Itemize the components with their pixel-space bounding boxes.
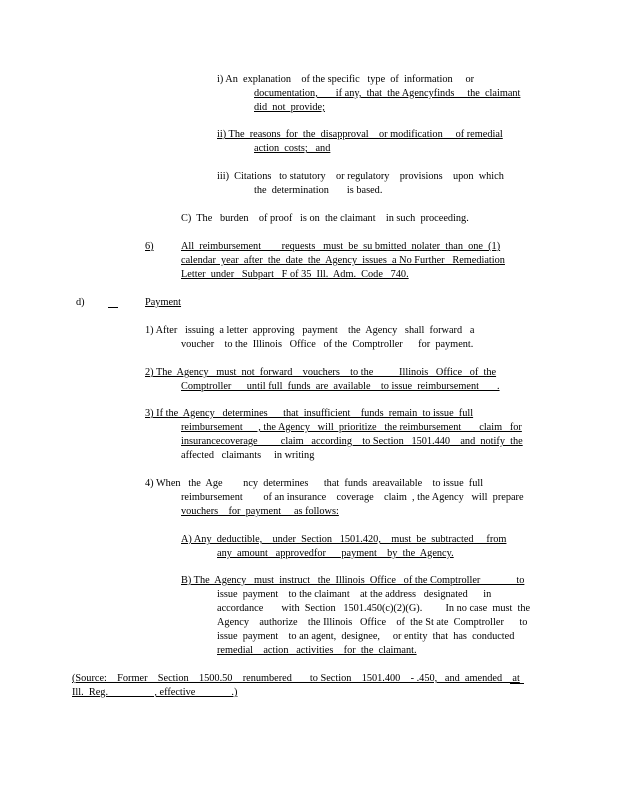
item-6-line-3: Letter under Subpart F of 35 Ill. Adm. Code 740.: [181, 269, 409, 280]
item-6-line-2: calendar year after the date the Agency issues a No Further Remediation: [181, 255, 505, 266]
item-6-line-1: All reimbursement requests must be su bmitted nolater than one (1): [181, 241, 501, 252]
item-3-line-3: insurancecoverage claim according to Section 1501.440 and notify the: [181, 436, 523, 447]
source-note-line-1: (Source: Former Section 1500.50 renumbered to Section 1501.400 - .450, and amended at: [72, 673, 520, 684]
section-d-heading: Payment: [145, 297, 182, 308]
item-2-line-2: Comptroller until full funds are available to issue reimbursement .: [181, 381, 500, 392]
item-i-line-3: did not provide;: [254, 102, 325, 113]
item-iii-line-1: iii) Citations to statutory or regulatory provisions upon which: [217, 171, 504, 182]
item-b-line-5: issue payment to an agent, designee, or entity that has conducted: [217, 631, 515, 642]
item-2-line-1: 2) The Agency must not forward vouchers to the Illinois Office of the: [145, 367, 497, 378]
item-ii-line-1: ii) The reasons for the disapproval or modification of remedial: [217, 129, 503, 140]
item-ii-line-2: action costs; and: [254, 143, 331, 154]
item-3-line-4: affected claimants in writing: [181, 450, 315, 461]
item-4-line-3: vouchers for payment as follows:: [181, 506, 339, 517]
item-b-line-3: accordance with Section 1501.450(c)(2)(G). In no case must the: [217, 603, 531, 614]
item-3-line-1: 3) If the Agency determines that insufficient funds remain to issue full: [145, 408, 474, 419]
item-b-line-4: Agency authorize the Illinois Office of the St ate Comptroller to: [217, 617, 528, 628]
item-iii-line-2: the determination is based.: [254, 185, 383, 196]
item-1-line-2: voucher to the Illinois Office of the Comptroller for payment.: [181, 339, 474, 350]
item-c-line: C) The burden of proof is on the claimant in such proceeding.: [181, 213, 469, 224]
item-1-line-1: 1) After issuing a letter approving payment the Agency shall forward a: [145, 325, 475, 336]
source-note-blank-rule: [510, 683, 524, 684]
item-4-line-2: reimbursement of an insurance coverage claim , the Agency will prepare: [181, 492, 524, 503]
item-a-line-2: any amount approvedfor payment by the Agency.: [217, 548, 454, 559]
item-4-line-1: 4) When the Age ncy determines that funds areavailable to issue full: [145, 478, 484, 489]
section-d-label: d): [76, 297, 85, 308]
item-b-line-2: issue payment to the claimant at the address designated in: [217, 589, 492, 600]
item-i-line-1: i) An explanation of the specific type of information or: [217, 74, 475, 85]
item-3-line-2: reimbursement , the Agency will prioritize the reimbursement claim for: [181, 422, 522, 433]
section-d-blank-rule: [108, 307, 118, 308]
item-b-line-6: remedial action activities for the claimant.: [217, 645, 417, 656]
item-6-number: 6): [145, 241, 154, 252]
source-note-line-2: Ill. Reg. , effective .): [72, 687, 238, 698]
item-i-line-2: documentation, if any, that the Agencyfinds the claimant: [254, 88, 521, 99]
item-a-line-1: A) Any deductible, under Section 1501.420, must be subtracted from: [181, 534, 507, 545]
item-b-line-1: B) The Agency must instruct the Illinois Office of the Comptroller to: [181, 575, 525, 586]
